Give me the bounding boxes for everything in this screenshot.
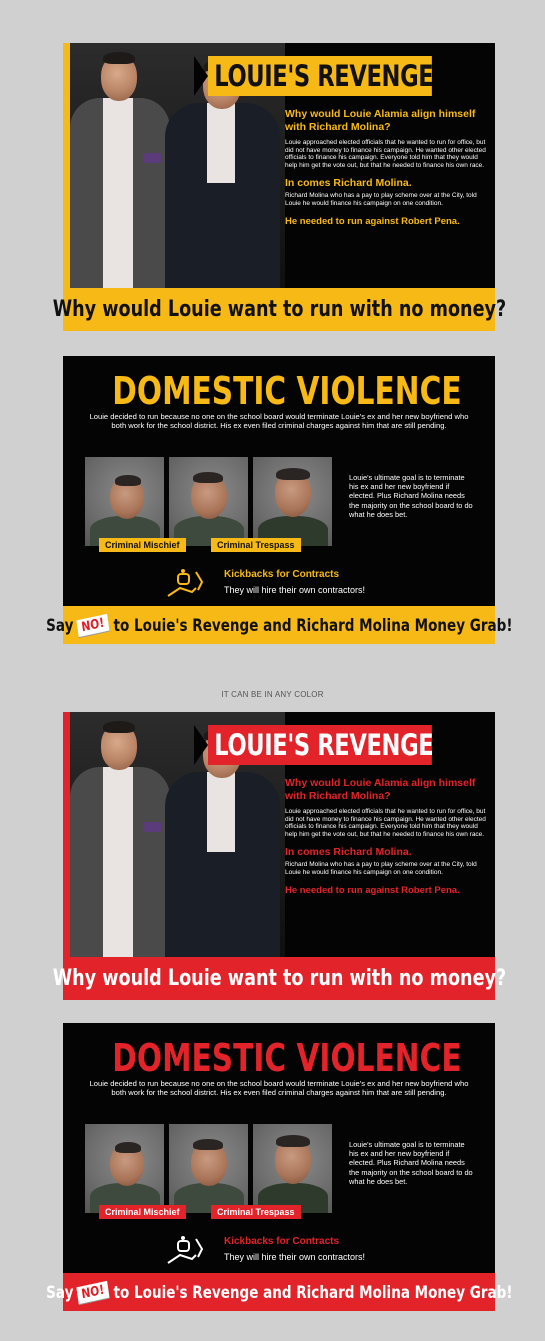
kickbacks-sub: They will hire their own contractors! [224,1252,366,1262]
bottom-rest: to Louie's Revenge and Richard Molina Money Grab! [113,1282,513,1302]
yellow-back-card [45,356,513,644]
no-tag: NO! [76,613,109,636]
mugshot-front [253,457,332,546]
mugshot-front [253,1124,332,1213]
paragraph-1: Louie approached elected officials that he wanted to run for office, but did not have money to finance his campaign. He wanted other elected officials to finance his campaign. Everyone told him that they would help him get the vote out, but that he needed to finance his own race. [285,139,486,169]
intro-text: Louie decided to run because no one on the school board would terminate Louie's ex and her new boyfriend who both work for the school district. His ex even filed criminal charges against him that are still pending. [89,1079,469,1098]
intro-text: Louie decided to run because no one on the school board would terminate Louie's ex and her new boyfriend who both work for the school district. His ex even filed criminal charges against him that are still pending. [89,412,469,431]
color-caption: IT CAN BE IN ANY COLOR [221,690,324,699]
red-front-card [52,712,506,1000]
story-copy [285,108,490,228]
condition: He needed to run against Robert Pena. [285,215,460,227]
condition: He needed to run against Robert Pena. [285,884,460,896]
mugshot-profile [85,457,164,546]
story-copy [285,777,490,897]
goal-text: Louie's ultimate goal is to terminate his ex and her new boyfriend if elected. Plus Richard Molina needs the majority on the school board to do what he does bet. [349,473,473,519]
red-back-card [45,1023,513,1311]
label-criminal-mischief: Criminal Mischief [99,1205,186,1219]
bottom-band [52,957,506,1000]
bottom-question: Why would Louie want to run with no money? [52,297,506,322]
title: LOUIE'S REVENGE [208,56,432,96]
label-criminal-trespass: Criminal Trespass [211,1205,301,1219]
money-hand-icon [166,566,208,600]
mugshot-side [169,1124,248,1213]
goal-text: Louie's ultimate goal is to terminate his ex and her new boyfriend if elected. Plus Richard Molina needs the majority on the school board to do what he does bet. [349,1140,473,1186]
no-tag: NO! [76,1280,109,1303]
dv-title: DOMESTIC VIOLENCE [112,1036,462,1080]
money-hand-icon [166,1233,208,1267]
accent-bar [63,712,70,957]
man-left [70,43,180,288]
kickbacks-sub: They will hire their own contractors! [224,585,366,595]
paragraph-2: Richard Molina who has a pay to play scheme over at the City, told Louie he would finance his campaign on one condition. [285,861,477,876]
kickbacks-title: Kickbacks for Contracts [224,569,340,580]
bottom-band [52,288,506,331]
say-text: Say [45,615,74,635]
label-criminal-trespass: Criminal Trespass [211,538,301,552]
name-badge [143,153,161,163]
name-badge [143,822,161,832]
bottom-question: Why would Louie want to run with no money? [52,966,506,991]
title-banner [194,56,495,96]
heading-2: In comes Richard Molina. [285,177,412,190]
question: Why would Louie Alamia align himself with Richard Molina? [285,108,476,133]
say-text: Say [45,1282,74,1302]
title: LOUIE'S REVENGE [208,725,432,765]
man-left [70,712,180,957]
mugshot-side [169,457,248,546]
paragraph-1: Louie approached elected officials that he wanted to run for office, but did not have money to finance his campaign. He wanted other elected officials to finance his campaign. Everyone told him that they would help him get the vote out, but that he needed to finance his own race. [285,808,486,838]
paragraph-2: Richard Molina who has a pay to play scheme over at the City, told Louie he would finance his campaign on one condition. [285,192,477,207]
bottom-rest: to Louie's Revenge and Richard Molina Money Grab! [113,615,513,635]
dv-title: DOMESTIC VIOLENCE [112,369,462,413]
yellow-front-card [52,43,506,331]
bottom-band [45,1273,513,1311]
accent-bar [63,43,70,288]
question: Why would Louie Alamia align himself with Richard Molina? [285,777,476,802]
mugshot-profile [85,1124,164,1213]
kickbacks-title: Kickbacks for Contracts [224,1236,340,1247]
bottom-band [45,606,513,644]
title-banner [194,725,495,765]
label-criminal-mischief: Criminal Mischief [99,538,186,552]
heading-2: In comes Richard Molina. [285,846,412,859]
